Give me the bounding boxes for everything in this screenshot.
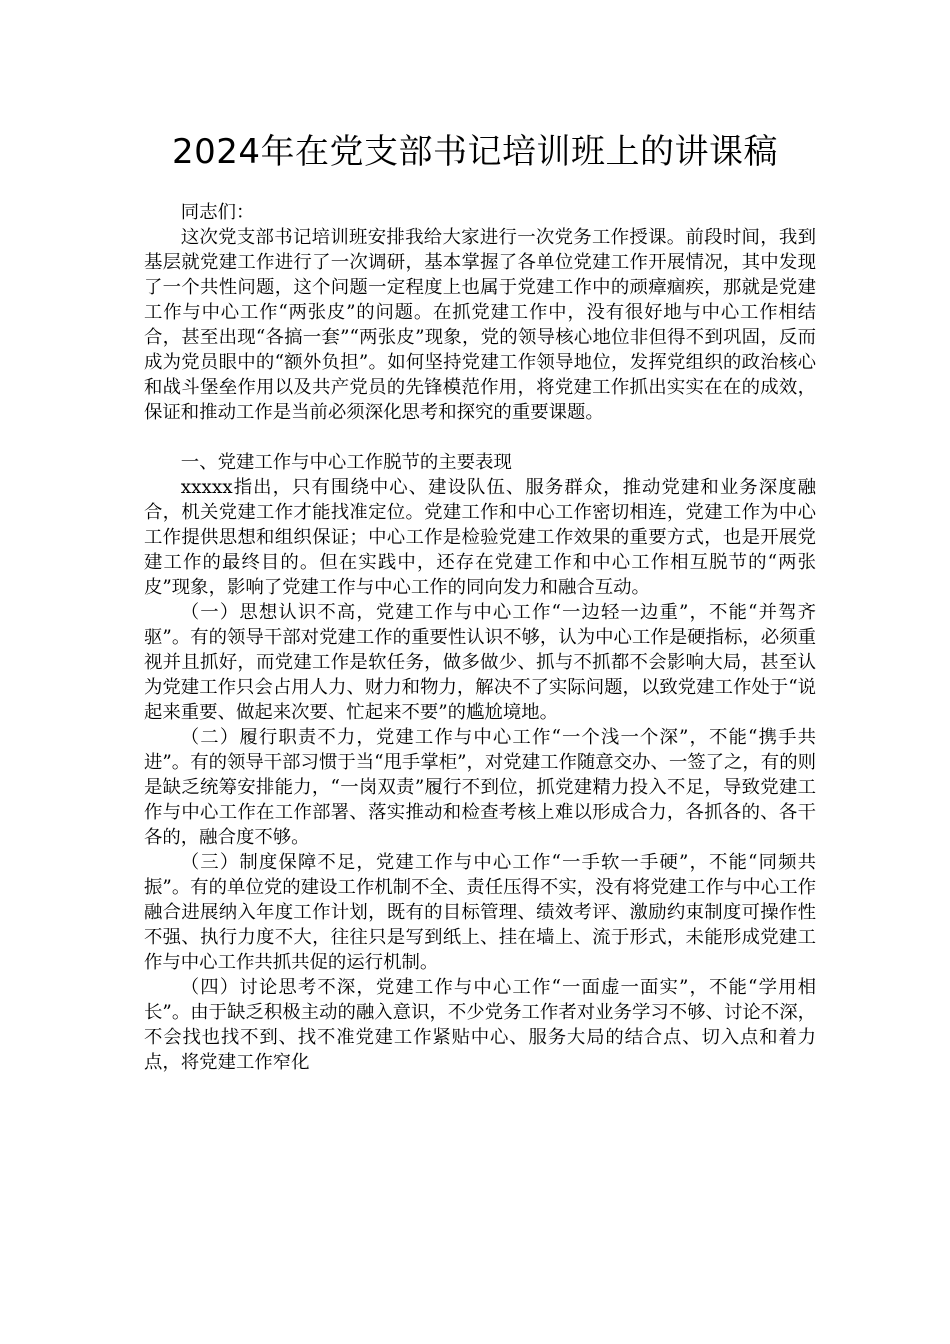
paragraph-point-4: （四）讨论思考不深，党建工作与中心工作“一面虚一面实”，不能“学用相长”。由于缺乏积极主动的融入意识，不少党务工作者对业务学习不够、讨论不深，不会找也找不到、找不准党建工作紧贴中心、服务大局的结合点、切入点和着力点，将党建工作窄化 <box>144 977 816 1073</box>
paragraph-spacer <box>144 425 816 450</box>
paragraph-section-1-intro: xxxxx指出，只有围绕中心、建设队伍、服务群众，推动党建和业务深度融合，机关党建工作才能找准定位。党建工作和中心工作密切相连，党建工作为中心工作提供思想和组织保证；中心工作是检验党建工作效果的重要方式，也是开展党建工作的最终目的。但在实践中，还存在党建工作和中心工作相互脱节的“两张皮”现象，影响了党建工作与中心工作的同向发力和融合互动。 <box>144 477 816 598</box>
paragraph-intro: 这次党支部书记培训班安排我给大家进行一次党务工作授课。前段时间，我到基层就党建工作进行了一次调研，基本掌握了各单位党建工作开展情况，其中发现了一个共性问题，这个问题一定程度上也属于党建工作中的顽瘴痼疾，那就是党建工作与中心工作“两张皮”的问题。在抓党建工作中，没有很好地与中心工作相结合，甚至出现“各搞一套”“两张皮”现象，党的领导核心地位非但得不到巩固，反而成为党员眼中的“额外负担”。如何坚持党建工作领导地位，发挥党组织的政治核心和战斗堡垒作用以及共产党员的先锋模范作用，将党建工作抓出实实在在的成效，保证和推动工作是当前必须深化思考和探究的重要课题。 <box>144 227 816 423</box>
paragraph-point-3: （三）制度保障不足，党建工作与中心工作“一手软一手硬”，不能“同频共振”。有的单位党的建设工作机制不全、责任压得不实，没有将党建工作与中心工作融合进展纳入年度工作计划，既有的目标管理、绩效考评、激励约束制度可操作性不强、执行力度不大，往往只是写到纸上、挂在墙上、流于形式，未能形成党建工作与中心工作共抓共促的运行机制。 <box>144 852 816 973</box>
section-heading-1: 一、党建工作与中心工作脱节的主要表现 <box>180 452 512 473</box>
paragraph-point-2: （二）履行职责不力，党建工作与中心工作“一个浅一个深”，不能“携手共进”。有的领导干部习惯于当“甩手掌柜”，对党建工作随意交办、一签了之，有的则是缺乏统筹安排能力，“一岗双责”履行不到位，抓党建精力投入不足，导致党建工作与中心工作在工作部署、落实推动和检查考核上难以形成合力，各抓各的、各干各的，融合度不够。 <box>144 727 816 848</box>
paragraph-point-1: （一）思想认识不高，党建工作与中心工作“一边轻一边重”，不能“并驾齐驱”。有的领导干部对党建工作的重要性认识不够，认为中心工作是硬指标，必须重视并且抓好，而党建工作是软任务，做多做少、抓与不抓都不会影响大局，甚至认为党建工作只会占用人力、财力和物力，解决不了实际问题，以致党建工作处于“说起来重要、做起来次要、忙起来不要”的尴尬境地。 <box>144 602 816 723</box>
greeting: 同志们： <box>180 202 255 223</box>
document-title: 2024年在党支部书记培训班上的讲课稿 <box>171 132 779 172</box>
document-body <box>144 200 816 1075</box>
